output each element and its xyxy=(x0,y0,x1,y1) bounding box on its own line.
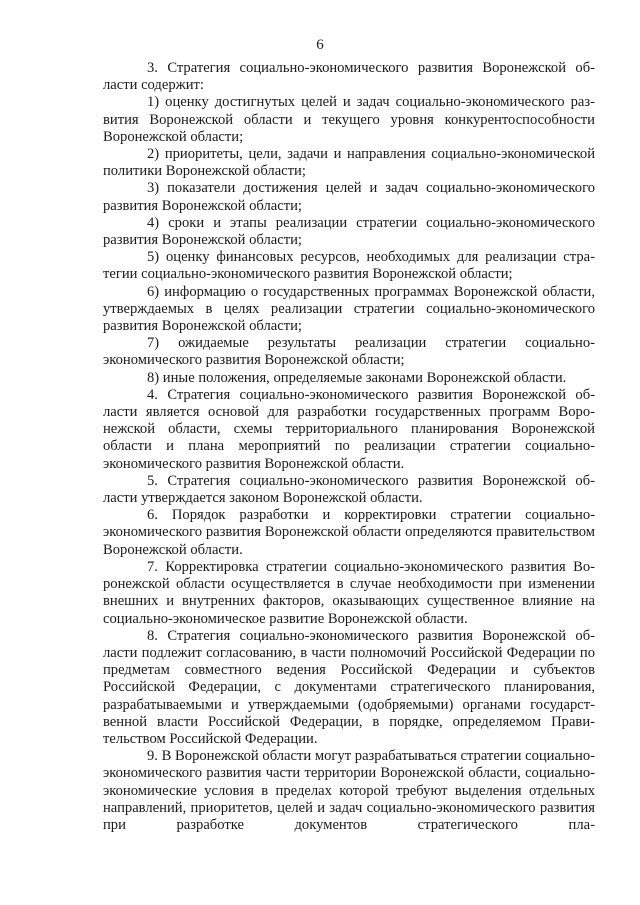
document-body xyxy=(103,60,595,834)
paragraph-3-intro: 3. Стратегия социально-экономического развития Воронежской области содержит: xyxy=(103,60,595,94)
paragraph-5: 5. Стратегия социально-экономического развития Воронежской области утверждается законом Воронежской области. xyxy=(103,472,595,507)
list-item-4: 4) сроки и этапы реализации стратегии социально-экономического развития Воронежской области; xyxy=(103,214,595,249)
list-item-2: 2) приоритеты, цели, задачи и направления социально-экономической политики Воронежской области; xyxy=(103,146,595,180)
paragraph-8: 8. Стратегия социально-экономического развития Воронежской области подлежит согласованию, в части полномочий Российской Федерации по предметам совместного ведения Российской Федерации и субъектов Российской Федерации, с документами стратегического планирования, разрабатываемыми и утверждаемыми (одобряемыми) органами государственной власти Российской Федерации, в порядке, определяемом Правительством Российской Федерации. xyxy=(103,627,595,747)
paragraph-6: 6. Порядок разработки и корректировки стратегии социально-экономического развития Воронежской области определяются правительством Воронежской области. xyxy=(103,507,595,558)
paragraph-9: 9. В Воронежской области могут разрабатываться стратегии социально-экономического развития части территории Воронежской области, социально-экономические условия в пределах которой требуют выделения отдельных направлений, приоритетов, целей и задач социально-экономического развития при разработке документов стратегического пла- xyxy=(103,748,595,833)
list-item-1: 1) оценку достигнутых целей и задач социально-экономического развития Воронежской области и текущего уровня конкурентоспособности Воронежской области; xyxy=(103,94,595,145)
list-item-7: 7) ожидаемые результаты реализации стратегии социально-экономического развития Воронежской области; xyxy=(103,335,595,369)
list-item-6: 6) информацию о государственных программах Воронежской области, утверждаемых в целях реализации стратегии социально-экономического развития Воронежской области; xyxy=(103,283,595,335)
paragraph-7: 7. Корректировка стратегии социально-экономического развития Воронежской области осуществляется в случае необходимости при изменении внешних и внутренних факторов, оказывающих существенное влияние на социально-экономическое развитие Воронежской области. xyxy=(103,558,595,627)
list-item-5: 5) оценку финансовых ресурсов, необходимых для реализации стратегии социально-экономического развития Воронежской области; xyxy=(103,249,595,283)
paragraph-4: 4. Стратегия социально-экономического развития Воронежской области является основой для разработки государственных программ Воронежской области, схемы территориального планирования Воронежской области и плана мероприятий по реализации стратегии социально-экономического развития Воронежской области. xyxy=(103,386,595,472)
list-item-8: 8) иные положения, определяемые законами Воронежской области. xyxy=(147,369,567,386)
page-number: 6 xyxy=(316,37,324,53)
list-item-3: 3) показатели достижения целей и задач социально-экономического развития Воронежской области; xyxy=(103,180,595,214)
